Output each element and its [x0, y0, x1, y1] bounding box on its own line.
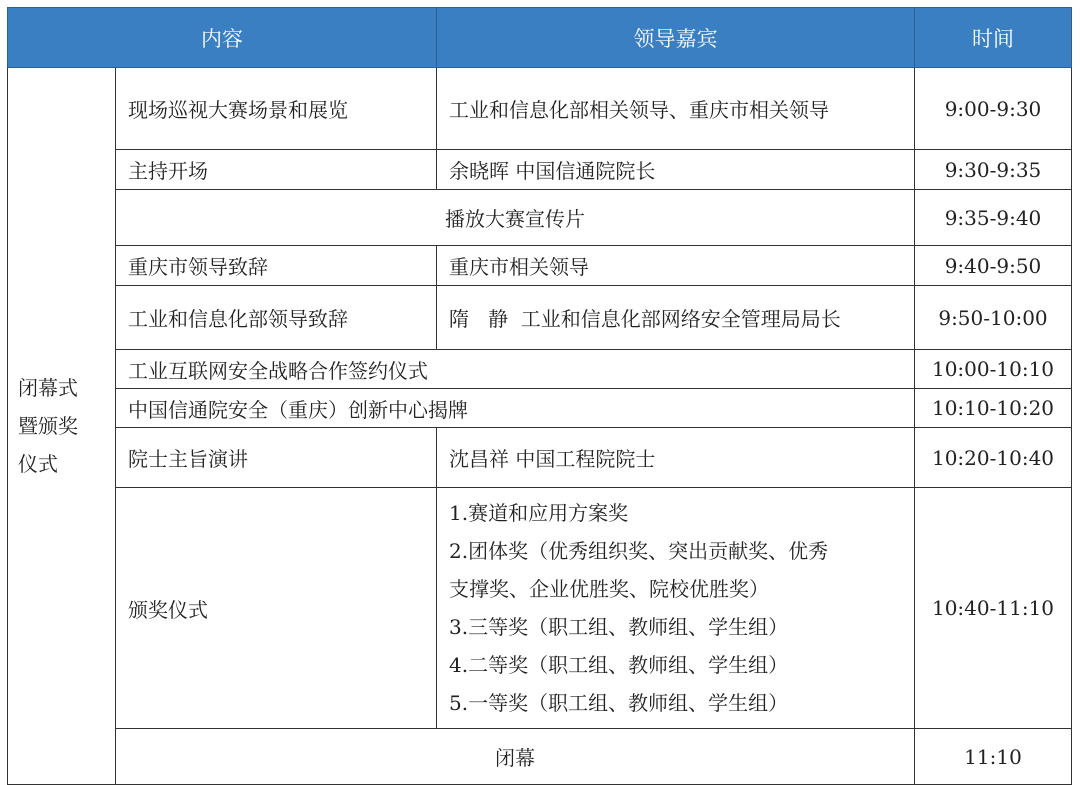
header-row [8, 8, 1072, 68]
row-time: 10:40-11:10 [915, 488, 1072, 729]
section-label: 闭幕式 暨颁奖 仪式 [8, 68, 116, 785]
agenda-table [7, 7, 1072, 785]
row-content: 颁奖仪式 [116, 488, 437, 729]
row-time: 10:20-10:40 [915, 428, 1072, 488]
row-content: 主持开场 [116, 150, 437, 190]
row-content: 重庆市领导致辞 [116, 246, 437, 286]
row-guests: 工业和信息化部相关领导、重庆市相关领导 [437, 68, 915, 150]
row-guests: 沈昌祥 中国工程院院士 [437, 428, 915, 488]
list-item: 4.二等奖（职工组、教师组、学生组） [449, 653, 789, 677]
header-content: 内容 [8, 8, 437, 68]
table-row [8, 488, 1072, 729]
table-row [8, 729, 1072, 785]
table-row [8, 68, 1072, 150]
row-content: 院士主旨演讲 [116, 428, 437, 488]
row-content: 现场巡视大赛场景和展览 [116, 68, 437, 150]
row-content: 工业互联网安全战略合作签约仪式 [116, 350, 915, 389]
list-item: 3.三等奖（职工组、教师组、学生组） [449, 615, 789, 639]
row-time: 10:00-10:10 [915, 350, 1072, 389]
row-guests: 余晓晖 中国信通院院长 [437, 150, 915, 190]
row-time: 10:10-10:20 [915, 389, 1072, 428]
row-content: 工业和信息化部领导致辞 [116, 286, 437, 350]
header-guests: 领导嘉宾 [437, 8, 915, 68]
list-item: 支撑奖、企业优胜奖、院校优胜奖） [449, 577, 769, 601]
list-item: 2.团体奖（优秀组织奖、突出贡献奖、优秀 [449, 539, 829, 563]
table-row [8, 150, 1072, 190]
table-row [8, 350, 1072, 389]
row-time: 11:10 [915, 729, 1072, 785]
list-item: 1.赛道和应用方案奖 [449, 501, 629, 525]
table-row [8, 286, 1072, 350]
row-time: 9:40-9:50 [915, 246, 1072, 286]
table-row [8, 246, 1072, 286]
row-guests: 隋 静 工业和信息化部网络安全管理局局长 [437, 286, 915, 350]
row-guests: 重庆市相关领导 [437, 246, 915, 286]
row-content: 闭幕 [116, 729, 915, 785]
list-item: 5.一等奖（职工组、教师组、学生组） [449, 691, 789, 715]
row-content: 中国信通院安全（重庆）创新中心揭牌 [116, 389, 915, 428]
row-time: 9:50-10:00 [915, 286, 1072, 350]
table-row [8, 389, 1072, 428]
row-time: 9:00-9:30 [915, 68, 1072, 150]
row-time: 9:35-9:40 [915, 190, 1072, 246]
table-row [8, 190, 1072, 246]
row-content: 播放大赛宣传片 [116, 190, 915, 246]
header-time: 时间 [915, 8, 1072, 68]
table-row [8, 428, 1072, 488]
awards-list [437, 488, 915, 729]
row-time: 9:30-9:35 [915, 150, 1072, 190]
